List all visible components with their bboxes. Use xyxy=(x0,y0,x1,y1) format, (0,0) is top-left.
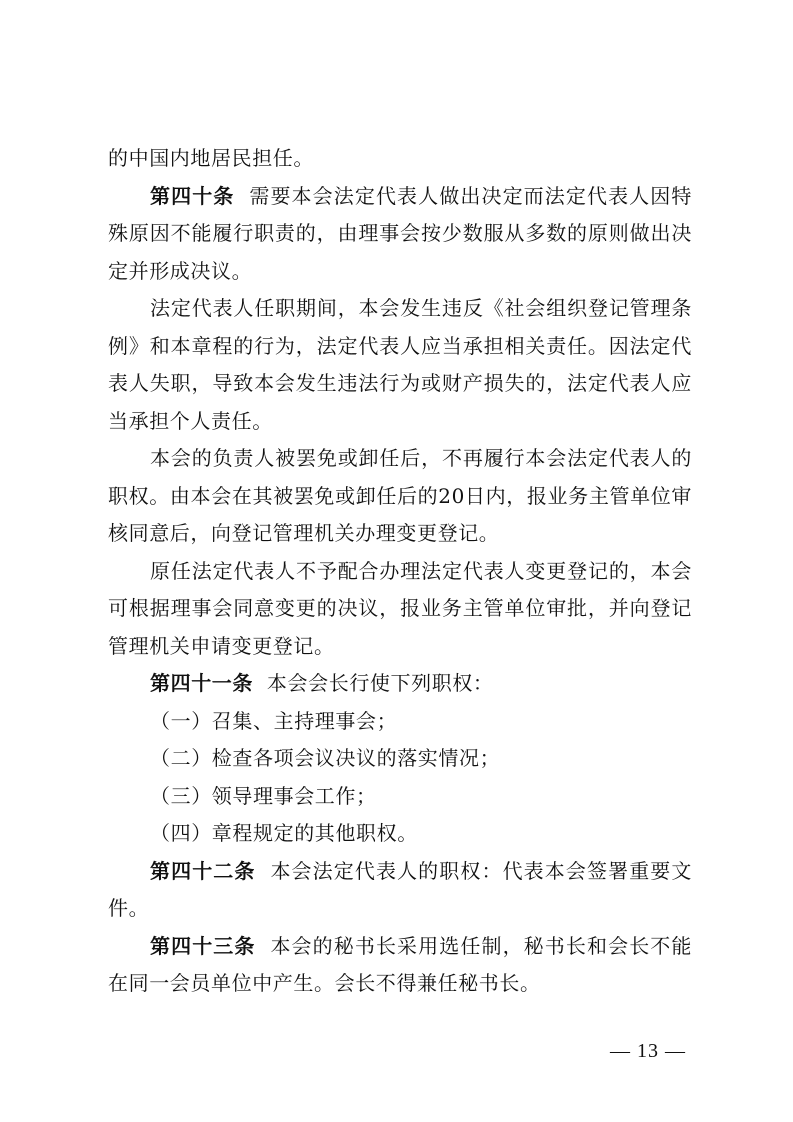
list-item xyxy=(108,815,692,853)
list-item xyxy=(108,740,692,778)
paragraph-text: 的中国内地居民担任。 xyxy=(108,146,314,170)
article-43 xyxy=(108,928,692,1003)
list-item-text: （一）召集、主持理事会； xyxy=(150,708,398,733)
paragraph-text: 本会的负责人被罢免或卸任后，不再履行本会法定代表人的职权。由本会在其被罢免或卸任后的20日内，报业务主管单位审核同意后，向登记管理机关办理变更登记。 xyxy=(108,446,692,545)
paragraph xyxy=(108,140,692,178)
paragraph-text: 法定代表人任职期间，本会发生违反《社会组织登记管理条例》和本章程的行为，法定代表人应当承担相关责任。因法定代表人失职，导致本会发生违法行为或财产损失的，法定代表人应当承担个人责任。 xyxy=(108,296,692,433)
article-41 xyxy=(108,665,692,703)
page-number: — 13 — xyxy=(610,1040,686,1062)
article-heading: 第四十条 xyxy=(150,183,235,208)
paragraph-text: 需要本会法定代表人做出决定而法定代表人因特殊原因不能履行职责的，由理事会按少数服从多数的原则做出决定并形成决议。 xyxy=(108,183,692,283)
document-body xyxy=(108,140,692,1003)
list-item xyxy=(108,778,692,816)
paragraph xyxy=(108,553,692,666)
paragraph xyxy=(108,290,692,440)
article-40 xyxy=(108,178,692,291)
article-heading: 第四十二条 xyxy=(150,858,256,883)
paragraph xyxy=(108,440,692,553)
paragraph-text: 本会法定代表人的职权：代表本会签署重要文件。 xyxy=(108,858,692,920)
list-item-text: （三）领导理事会工作； xyxy=(150,783,377,808)
list-item-text: （四）章程规定的其他职权。 xyxy=(150,821,418,845)
list-item xyxy=(108,703,692,741)
article-42 xyxy=(108,853,692,928)
article-heading: 第四十三条 xyxy=(150,933,256,958)
article-heading: 第四十一条 xyxy=(150,671,253,695)
paragraph-text: 本会的秘书长采用选任制，秘书长和会长不能在同一会员单位中产生。会长不得兼任秘书长。 xyxy=(108,933,692,995)
list-item-text: （二）检查各项会议决议的落实情况； xyxy=(150,746,501,770)
paragraph-text: 本会会长行使下列职权： xyxy=(266,671,494,695)
paragraph-text: 原任法定代表人不予配合办理法定代表人变更登记的，本会可根据理事会同意变更的决议，报业务主管单位审批，并向登记管理机关申请变更登记。 xyxy=(108,558,692,658)
